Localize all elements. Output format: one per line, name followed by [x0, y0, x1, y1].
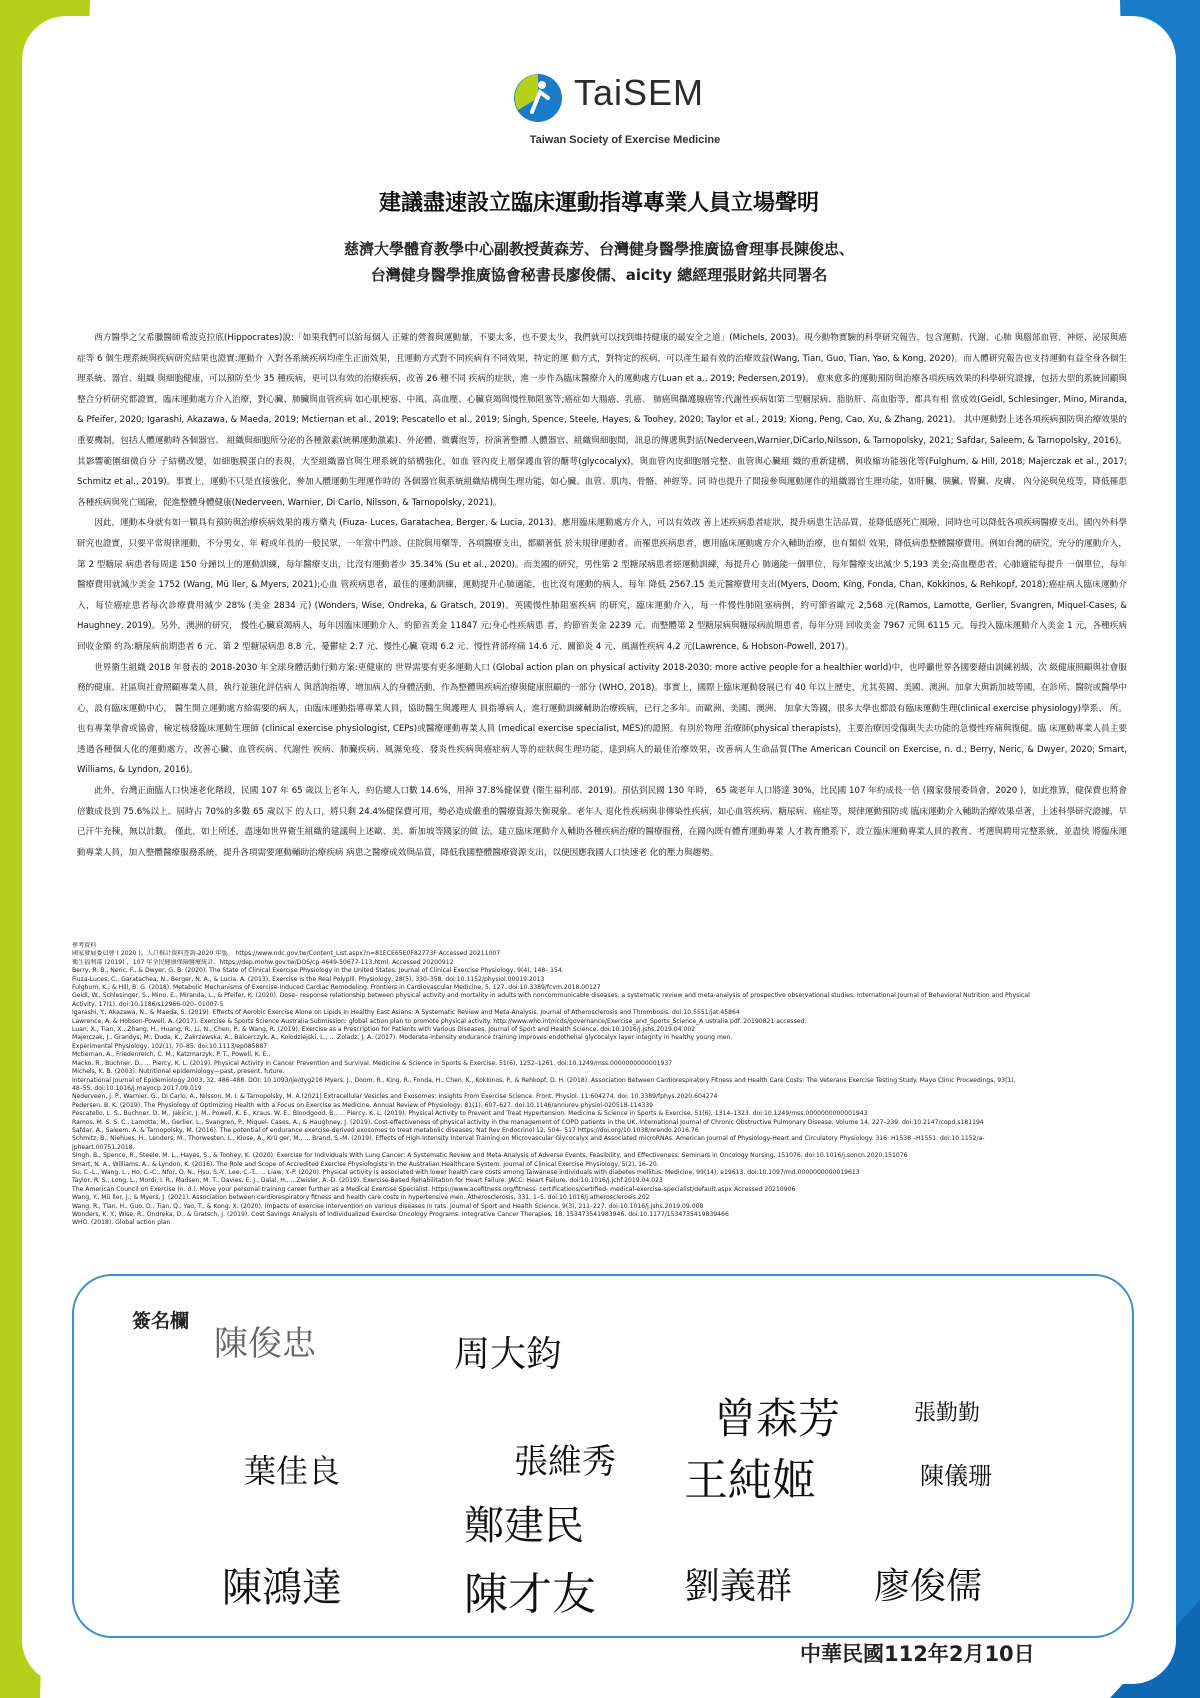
body-paragraph: 此外，台灣正面臨人口快速老化階段，民國 107 年 65 歲以上老年人，約佔總人口數 14.6%，用掉 37.8%健保費 (衛生福利部、2019)。預估到民國 130 年時， 65 歲老年人口將達 30%，比民國 107 年約成長一倍 (國家發展委員會，2020 )，如此推算，健保費也將會倍數成長到 75.6%以上。屆時占 70%的多數 65 歲以下 的人口，將只剩 24.4%健保費可用，勢必造成嚴重的醫療資源失衡現象。老年人 退化性疾病與非傳染性疾病，如心血管疾病、糖尿病、癌症等，規律運動預防或 臨床運動介入輔助治療效果卓著，上述科學研究證據，早已汗牛充棟，無以計數。 僅此，如上所述，盡速如世界衛生組織的建議與上述歐、美、新加坡等國家的做 法，建立臨床運動介入輔助各種疾病治療的醫療服務，在國內既有體育運動專業 人才教育體系下，設立臨床運動專業人員的教育、考選與聘用完整系統，並盡快 將臨床運動專業人員，加入整體醫療服務系統，提升各項需要運動輔助治療疾病 病患之醫療成效與品質，降低我國整體醫療資源支出，以便因應我國人口快速老 化的壓力與趨勢。	[77, 786, 1127, 858]
reference-item: Schmitz, B., Niehues, H., Lenders, M., Thorwesten, L., Klose, A., Krü ger, M., ... Brand, S.-M. (2019). Effects of High-Intensity Interval Training on Microvascular Glycocalyx and Associated microRNAs. American Journal of Physiology-Heart and Circulatory Physiology. 316: H1538 –H1551. doi:10.1152/a-	[72, 1135, 985, 1143]
reference-item: Singh, B., Spence, R., Steele, M. L., Hayes, S., & Toohey, K. (2020). Exercise for Individuals With Lung Cancer: A Systematic Review and Meta-Analysis of Adverse Events, Feasibility, and Effectiveness. Seminars in Oncology Nursing, 151076. doi:10.1016/j.soncn.2020.151076	[72, 1152, 908, 1160]
reference-item: Ramos, M. S. S. C., Lamotte, M., Gerlier, L., Svangren, P., Miquel- Cases, A., & Haughney, J. (2019). Cost-effectiveness of physical activity in the management of COPD patients in the UK. International Journal of Chronic Obstructive Pulmonary Disease, Volume 14, 227–239. doi:10.2147/copd.s181194	[72, 1118, 984, 1126]
signatories-subtitle	[22, 236, 1176, 288]
reference-item: Fulghum, K., & Hill, B. G. (2018). Metabolic Mechanisms of Exercise-Induced Cardiac Remodeling. Frontiers in Cardiovascular Medicine, 5, 127. doi:10.3389/fcvm.2018.00127	[72, 984, 601, 992]
reference-item: International Journal of Epidemiology 2003, 32, 486–488. DOI: 10.1093/ije/dyg216 Myers, J., Doom, R., King, R., Fonda, H., Chen, K., Kokkinos, P., & Rehkopf, D. H. (2018). Association Between Cardiorespiratory Fitness and Health Care Costs: The Veterans Exercise Testing Study. Mayo Clinic Proceedings, 93(1),	[72, 1076, 1016, 1084]
reference-item: Luan, X., Tian, X., Zhang, H., Huang, R., Li, N., Chen, P., & Wang, R. (2019). Exercise as a Prescription for Patients with Various Diseases. Journal of Sport and Health Science. doi:10.1016/j.jshs.2019.04.002	[72, 1026, 696, 1034]
signature: 鄭建民	[464, 1503, 584, 1549]
reference-item: WHO. (2018). Global action plan	[72, 1219, 171, 1227]
reference-item: Activity, 17(1). doi:10.1186/s12966-020- 01007-5	[72, 1000, 224, 1008]
reference-item: Michels, K. B. (2003). Nutritional epidemiology—past, present, future.	[72, 1068, 285, 1076]
reference-item: 48–55. doi:10.1016/j.mayocp.2017.09.019	[72, 1084, 202, 1092]
statement-body	[77, 328, 1127, 863]
reference-item: Fiuza-Luces, C., Garatachea, N., Berger, N. A., & Lucia, A. (2013). Exercise is the Real Polypill. Physiology, 28(5), 330–358. doi:10.1152/physiol.00019.2013	[72, 975, 545, 983]
references-list	[72, 942, 1132, 1228]
signature: 陳儀珊	[920, 1462, 992, 1490]
subtitle-line: 慈濟大學體育教學中心副教授黃森芳、台灣健身醫學推廣協會理事長陳俊忠、	[343, 240, 854, 258]
statement-card	[22, 16, 1176, 1684]
body-paragraph: 西方醫學之父希臘醫師希波克拉底(Hippocrates)說:「如果我們可以給每個人 正確的營養與運動量，不要太多，也不要太少，我們就可以找到維持健康的最安全之道」(Michels, 2003)。現今動物實驗的科學研究報告，包含運動、代謝、心肺 與腦部血管、神經、泌尿與癌症等 6 個生理系統與疾病研究結果也證實:運動介 入對各系統疾病均產生正面效果，且運動方式對不同疾病有不同效果，特定的運 動方式，對特定的疾病，可以產生最有效的治療效益(Wang, Tian, Guo, Tian, Yao, & Kong, 2020)。而人體研究報告也支持運動有益全身各個生理系統、器官、組織 與細胞健康，可以預防至少 35 種疾病，更可以有效的治療疾病，改善 26 種不同 疾病的症狀，進一步作為臨床醫療介入的運動處方(Luan et a., 2019; Pedersen,2019)。 愈來愈多的運動預防與治療各項疾病效果的科學研究證據，包括大型的系統回顧與整合分析研究都證實，臨床運動處方介入治療，對心臟、肺臟與血管疾病 如心肌梗塞、中風、高血壓、心臟衰竭與慢性肺阻塞等;癌症如大腸癌、乳癌、 肺癌與攝護腺癌等;代謝性疾病如第二型糖尿病、脂肪肝、高血脂等，都具有相 當成效(Geidl, Schlesinger, Mino, Miranda, & Pfeifer, 2020; Igarashi, Akazawa, & Maeda, 2019; Mctiernan et al., 2019; Pescatello et al., 2019; Singh, Spence, Steele, Hayes, & Toohey, 2020; Taylor et al., 2019; Xiong, Peng, Cao, Xu, & Zhang, 2021)。 其中運動對上述各項疾病預防與治療效果的重要機制，包括人體運動時各個器官、 組織與細胞所分泌的各種激素(統稱運動激素)、外泌體、微囊泡等，扮演著整體 人體器官、組織與細胞間，訊息的傳遞與對話(Nederveen,Warnier,DiCarlo,Nilsson, & Tarnopolsky, 2021; Safdar, Saleem, & Tarnopolsky, 2016)。其影響範圍細微自分 子結構改變，如細胞膜蛋白的表現，大至組織器官與生理系統的結構強化，如血 管內皮上層保護血管的醣萼(glycocalyx)，與血管內皮細胞層完整、血管與心臟組 織的重新建構，與收縮功能強化等(Fulghum, & Hill, 2018; Majerczak et al., 2017; Schmitz et al., 2019)。事實上，運動不只是直接強化，參加人體運動生理運作時的 各個器官與系統組織結構與生理功能，如心臟、血管、肌肉、骨骼、神經等。同 時也提升了間接參與運動運作的組織器官生理功能，如肝臟、胰臟、腎臟、皮膚、 內分泌與免疫等，降低罹患各種疾病與死亡風險，促進整體身體健康(Nederveen, Warnier, Di Carlo, Nilsson, & Tarnopolsky, 2021)。	[77, 333, 1128, 508]
reference-item: Pescatello, L. S., Buchner, D. M., Jakicic, J. M., Powell, K. E., Kraus, W. E., Bloodgood, B., ... Piercy, K. L. (2019). Physical Activity to Prevent and Treat Hypertension. Medicine & Science in Sports & Exercise, 51(6), 1314–1323. doi:10.1249/mss.0000000000001943	[72, 1110, 868, 1118]
signature: 陳才友	[464, 1569, 596, 1620]
signature: 張勤勤	[914, 1401, 981, 1426]
reference-item: Su, C.-L., Wang, L., Ho, C.-C., Nfor, O. N., Hsu, S.-Y., Lee, C.-T., ... Liaw, Y.-P. (2020). Physical activity is associated with lower health care costs among Taiwanese individuals with diabetes mellitus. Medicine, 99(14), e19613. doi:10.1097/md.0000000000019613	[72, 1168, 860, 1176]
taisem-logo	[510, 70, 740, 150]
reference-item: Mctiernan, A., Friedenreich, C. M., Katzmarzyk, P. T., Powell, K. E.,	[72, 1051, 271, 1059]
signature: 陳鴻達	[222, 1565, 342, 1611]
taisem-logo-icon	[512, 72, 564, 124]
reference-item: 衛生福利部 (2019) ，107 年全民健康保險醫療統計。https://dep.mohw.gov.tw/DOS/cp-4649-50677-113.html. Accessed 20200912	[72, 958, 454, 966]
signature: 王純姬	[684, 1455, 816, 1506]
reference-item: Geidl, W., Schlesinger, S., Mino, E., Miranda, L., & Pfeifer, K. (2020). Dose– response relationship between physical activity and mortality in adults with noncommunicable diseases: a systematic review and meta-analysis of prospective observational studies. International Journal of Behavioral Nutrition and Physical	[72, 992, 1030, 1000]
signature: 廖俊儒	[874, 1566, 983, 1607]
reference-item: Safdar, A., Saleem, A. & Tarnopolsky, M. (2016). The potential of endurance exercise-derived exosomes to treat metabolic diseases. Nat Rev Endocrinol 12, 504– 517 https://doi.org/10.1038/nrendo.2016.76	[72, 1126, 699, 1134]
reference-item: 參考資料	[72, 942, 97, 949]
subtitle-line: 台灣健身醫學推廣協會秘書長廖俊儒、aicity 總經理張財銘共同署名	[370, 266, 828, 284]
reference-item: Nederveen, J. P., Warnier, G., Di Carlo, A., Nilsson, M. I. & Tarnopolsky, M. A.(2021) Extracellular Vesicles and Exosomes: Insights From Exercise Science. Front. Physiol. 11:604274. doi: 10.3389/fphys.2020.604274	[72, 1093, 718, 1101]
signature-box	[72, 1274, 1134, 1638]
body-paragraph: 因此，運動本身就有如一顆具有預防與治療疾病效果的複方藥丸 (Fiuza- Luces, Garatachea, Berger, & Lucia, 2013)。應用臨床運動處方介入，可以有效改 善上述疾病患者症狀，提升病患生活品質，並降低感死亡風險，同時也可以降低各項疾病醫療支出。國內外科學研究也證實，只要平常規律運動，不分男女、年 輕或年長的一般民眾，一年當中門診、住院與用藥等，各項醫療支出，都顯著低 於未規律運動者。而罹患疾病患者，應用臨床運動處方介入輔助治療，也有類似 效果，降低病患整體醫療費用。例如台灣的研究，充分的運動介入，第 2 型糖尿 病患者每周達 150 分鐘以上的運動訓練，每年醫療支出，比沒有運動者少 35.34% (Su et al., 2020)。而美國的研究，男性第 2 型糖尿病患者經運動訓練，每提升心 肺適能一個單位，每年醫療支出減少 5,193 美金;高血壓患者，心肺適能每提升 一個單位，每年醫療費用就減少美金 1752 (Wang, Mü ller, & Myers, 2021);心血 管疾病患者，最佳的運動訓練，運動提升心肺適能，也比沒有運動的病人，每年 降低 2567.15 美元醫療費用支出(Myers, Doom, King, Fonda, Chan, Kokkinos, & Rehkopf, 2018);癌症病人臨床運動介入，每位癌症患者每次診療費用減少 28% (美金 2834 元) (Wonders, Wise, Ondreka, & Gratsch, 2019)。英國慢性肺阻塞疾病 的研究，臨床運動介入，每一件慢性肺阻塞病例，約可節省歐元 2,568 元(Ramos, Lamotte, Gerlier, Svangren, Miquel-Cases, & Haughney, 2019)。另外，澳洲的研究， 慢性心臟衰竭病人，每年因臨床運動介入，約節省美金 11847 元;身心性疾病患 者，約節省美金 2239 元。而整體第 2 型糖尿病與糖尿病前期患者，每年分別 回收美金 7967 元與 6115 元。每投入臨床運動介入美金 1 元，各種疾病回收金額 約為:糖尿病前期患者 6 元、第 2 型糖尿病患 8.8 元、憂鬱症 2.7 元、慢性心臟 衰竭 6.2 元、慢性背部疼痛 14.6 元、關節炎 4 元、風濕性疾病 4.2 元(Lawrence, & Hobson-Powell, 2017)。	[77, 518, 1127, 652]
reference-item: Igarashi, Y., Akazawa, N., & Maeda, S. (2019). Effects of Aerobic Exercise Alone on Lipids in Healthy East Asians: A Systematic Review and Meta-Analysis. Journal of Atherosclerosis and Thrombosis. doi:10.5551/jat.45864	[72, 1009, 740, 1017]
signature-label: 簽名欄	[132, 1310, 190, 1332]
signature: 周大鈞	[454, 1334, 563, 1375]
reference-item: Wang, Y., Mü ller, J., & Myers, J. (2021). Association between cardiorespiratory fitness and health care costs in hypertensive men. Atherosclerosis, 331, 1–5. doi:10.1016/j.atherosclerosis.202	[72, 1194, 650, 1202]
reference-item: jpheart.00751.2018.	[72, 1143, 135, 1151]
body-paragraph: 世界衛生組織 2018 年發表的 2018-2030 年全球身體活動行動方案:更健康的 世界需要有更多運動人口 (Global action plan on physical activity 2018-2030: more active people for a healthier world)中，也呼籲世界各國要藉由訓練初級、次 級健康照顧與社會服務的健康、社區與社會照顧專業人員，執行並強化評估病人 與諮詢指導，增加病人的身體活動，作為整體與疾病治療與健康照顧的一部分 (WHO, 2018)。事實上，國際上臨床運動發展已有 40 年以上歷史，尤其英國、美國、澳洲、加拿大與新加坡等國，在診所、醫院或醫學中心，設有臨床運動中心， 醫生開立運動處方給需要的病人，由臨床運動指導專業人員，協助醫生與護理人 員指導病人，進行運動訓練輔助治療疾病，已行之多年。而歐洲、美國、澳洲、 加拿大等國，很多大學也都設有臨床運動生理(clinical exercise physiology)學系、 所。也有專業學會或協會，檢定核發臨床運動生理師 (clinical exercise physiologist, CEPs)或醫療運動專業人員 (medical exercise specialist, MES)的證照。有別於物理 治療師(physical therapists)，主要治療因受傷與失去功能的急慢性疼痛與復健。臨 床運動專業人員主要透過各種個人化的運動處方，改善心臟、血管疾病、代謝性 疾病、肺臟疾病、風濕免疫、發炎性疾病與癌症病人等的症狀與生理功能，達到病人的最佳治療效果，改善病人生命品質(The American Council on Exercise, n. d.; Berry, Neric, & Dwyer, 2020; Smart, Williams, & Lyndon, 2016)。	[77, 662, 1127, 776]
signature: 葉佳良	[244, 1452, 341, 1490]
reference-item: Lawrence, A. & Hobson-Powell, A. (2017). Exercise & Sports Science Australia Submission: global action plan to promote physical activity. http://www.who.int/ncds/governance/Exercise_and_Sports_Science_A ustralia.pdf. 20190821 accessed.	[72, 1017, 807, 1025]
signature: 陳俊忠	[214, 1324, 316, 1364]
reference-item: Taylor, R. S., Long, L., Mordi, I. R., Madsen, M. T., Davies, E. J., Dalal, H., ...Zwisler, A.-D. (2019). Exercise-Based Rehabilitation for Heart Failure. JACC: Heart Failure. doi:10.1016/j.jchf.2019.04.023	[72, 1177, 663, 1185]
reference-item: The American Council on Exercise (n. d.). Move your personal training career further as a Medical Exercise Specialist. https://www.acefitness.org/fitness- certifications/certified- medical-exercise-specialist/default.aspx Accessed 20210906	[72, 1185, 796, 1193]
reference-item: Berry, R. B., Neric, F., & Dwyer, G. B. (2020). The State of Clinical Exercise Physiology in the United States. Journal of Clinical Exercise Physiology, 9(4), 148– 154.	[72, 967, 564, 975]
signature: 劉義群	[684, 1566, 793, 1607]
reference-item: Wonders, K. Y., Wise, R., Ondreka, D., & Gratsch, J. (2019). Cost Savings Analysis of Individualized Exercise Oncology Programs. Integrative Cancer Therapies, 18, 153473541983946. doi:10.1177/1534735419839466	[72, 1211, 729, 1218]
logo-subtitle: Taiwan Society of Exercise Medicine	[529, 134, 721, 146]
page-title: 建議盡速設立臨床運動指導專業人員立場聲明	[378, 191, 819, 216]
signature: 曾森芳	[714, 1394, 841, 1443]
reference-item: Macko, R., Buchner, D., ... Piercy, K. L. (2019). Physical Activity in Cancer Prevention and Survival. Medicine & Science in Sports & Exercise, 51(6), 1252–1261. doi:10.1249/mss.0000000000001937	[72, 1059, 673, 1067]
reference-item: Experimental Physiology, 102(1), 70–85. doi:10.1113/ep085887	[72, 1042, 268, 1050]
reference-item: Wang, R., Tian, H., Guo, D., Tian, Q., Yao, T., & Kong, X. (2020). Impacts of exercise intervention on various diseases in rats. Journal of Sport and Health Science, 9(3), 211–227. doi:10.1016/j.jshs.2019.09.008	[72, 1202, 704, 1210]
reference-item: Pedersen, B. K. (2019). The Physiology of Optimizing Health with a Focus on Exercise as Medicine. Annual Review of Physiology, 81(1), 607–627. doi:10.1146/annurev-physiol-020518-114339	[72, 1101, 654, 1109]
reference-item: Smart, N. A., Williams, A., & Lyndon, K. (2016). The Role and Scope of Accredited Exercise Physiologists in the Australian Healthcare System. Journal of Clinical Exercise Physiology, 5(2), 16–20.	[72, 1160, 659, 1168]
logo-wordmark: TaiSEM	[574, 72, 705, 113]
signing-date: 中華民國112年2月10日	[800, 1642, 1035, 1666]
reference-item: 國家發展委員會 ( 2020 )。人口推計資料查詢-2020 年版。 https://www.ndc.gov.tw/Content_List.aspx?n=81ECE65E0F82773F Accessed 20211007	[72, 950, 501, 958]
signature: 張維秀	[514, 1442, 616, 1482]
reference-item: Majerczak, J., Grandys, M., Duda, K., Zakrzewska, A., Balcerczyk, A., Kolodziejski, L., ... Zoladz, J. A. (2017). Moderate-intensity endurance training improves endothelial glycocalyx layer integrity in healthy young men.	[72, 1034, 733, 1042]
